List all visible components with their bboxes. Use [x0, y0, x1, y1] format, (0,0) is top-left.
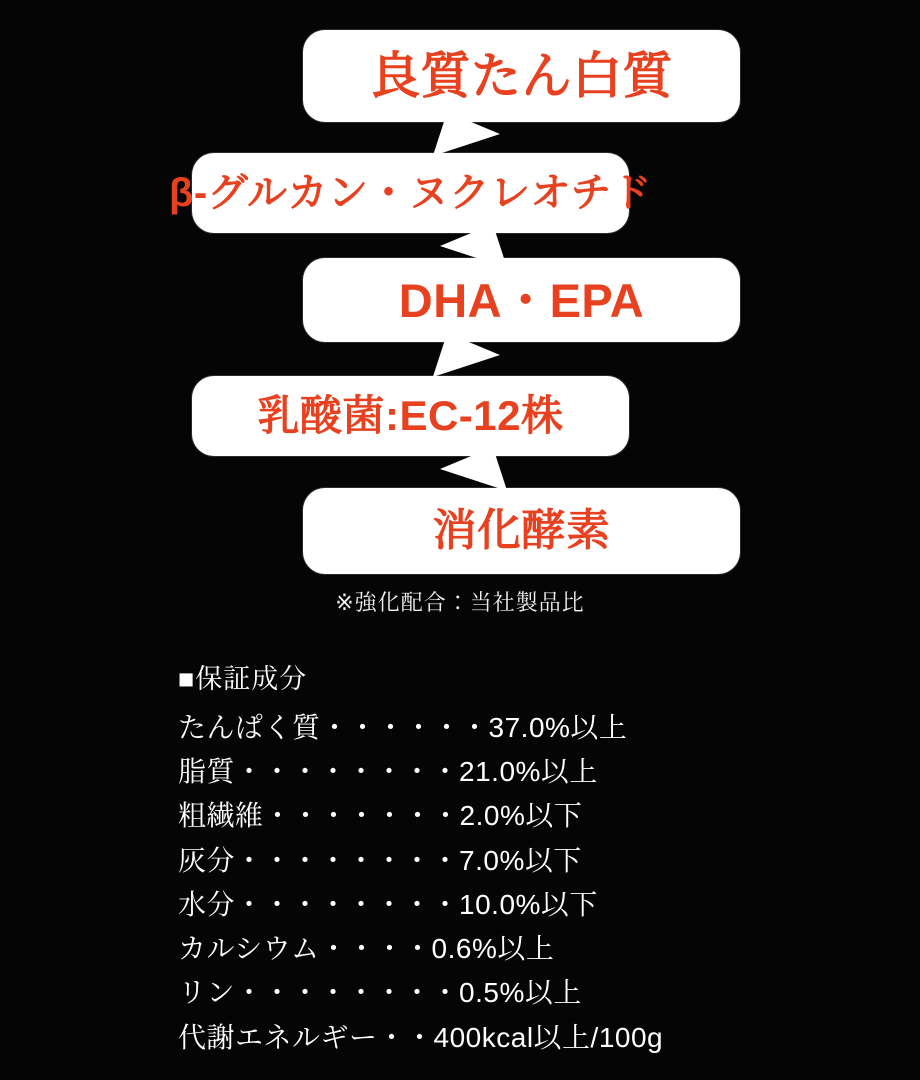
nutrient-name: 粗繊維: [178, 800, 264, 832]
badge-dha-epa: [303, 258, 740, 342]
nutrient-name: 代謝エネルギー: [178, 1021, 378, 1053]
analysis-row: [178, 927, 758, 971]
nutrient-name: たんぱく質: [178, 712, 321, 743]
nutrient-value: 2.0%以下: [459, 800, 583, 832]
nutrient-value: 7.0%以下: [459, 844, 582, 876]
leader-dots: ・・・・・・・・: [235, 756, 460, 788]
nutrient-value: 37.0%以上: [488, 712, 628, 743]
nutrient-value: 0.6%以上: [431, 933, 555, 965]
badge-label: 乳酸菌:EC-12株: [257, 392, 564, 439]
guaranteed-analysis-title: ■保証成分: [178, 664, 308, 694]
analysis-row: [178, 883, 758, 927]
nutrient-name: 水分: [178, 888, 236, 920]
leader-dots: ・・・・・・: [320, 712, 489, 743]
analysis-row: [178, 750, 758, 794]
guaranteed-analysis: [178, 657, 758, 1060]
nutrient-name: 灰分: [178, 844, 236, 876]
nutrient-name: カルシウム: [178, 933, 320, 965]
leader-dots: ・・・・・・・・: [235, 888, 460, 920]
analysis-row: [178, 794, 758, 838]
nutrient-name: リン: [178, 977, 236, 1009]
nutrient-value: 10.0%以下: [459, 888, 598, 920]
analysis-row: [178, 971, 758, 1015]
badge-label: DHA・EPA: [398, 273, 645, 327]
leader-dots: ・・・・・・・・: [235, 977, 460, 1009]
analysis-row: [178, 839, 758, 883]
badge-label: β-グルカン・ヌクレオチド: [168, 171, 653, 215]
analysis-row: [178, 706, 758, 750]
nutrient-value: 21.0%以上: [459, 756, 598, 788]
nutrient-name: 脂質: [178, 756, 236, 788]
leader-dots: ・・・・・・・: [263, 800, 460, 832]
nutrient-value: 400kcal以上/100g: [433, 1021, 664, 1053]
leader-dots: ・・・・・・・・: [235, 844, 460, 876]
badge-label: 消化酵素: [432, 506, 611, 555]
badge-lactic-acid-bacteria: [192, 376, 629, 456]
badge-label: 良質たん白質: [370, 48, 673, 104]
leader-dots: ・・: [377, 1021, 434, 1053]
footnote: ※強化配合：当社製品比: [335, 590, 585, 615]
badge-protein: [303, 30, 740, 122]
analysis-row: [178, 1016, 758, 1060]
badge-digestive-enzymes: [303, 488, 740, 574]
leader-dots: ・・・・: [319, 933, 432, 965]
badge-beta-glucan-nucleotide: [168, 153, 653, 233]
nutrient-value: 0.5%以上: [459, 977, 582, 1009]
